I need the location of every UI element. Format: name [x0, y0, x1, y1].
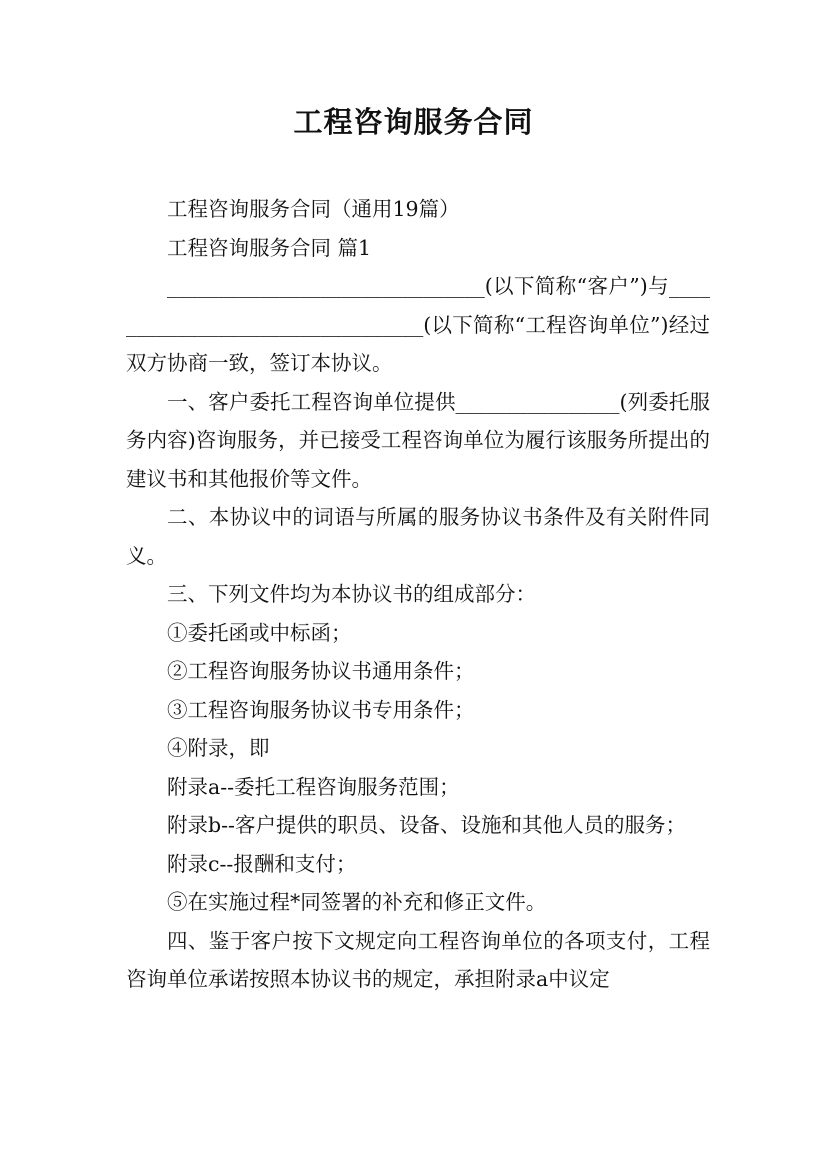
list-item: ①委托函或中标函； — [167, 620, 352, 645]
paragraph-clause-2: 二、本协议中的词语与所属的服务协议书条件及有关附件同义。 — [126, 505, 710, 568]
list-item: ②工程咨询服务协议书通用条件； — [167, 659, 475, 683]
list-item: ④附录，即 — [167, 736, 270, 760]
paragraph-clause-4: 四、鉴于客户按下文规定向工程咨询单位的各项支付，工程咨询单位承诺按照本协议书的规定，承担附录a中议定 — [126, 928, 710, 991]
list-item: ③工程咨询服务协议书专用条件； — [167, 697, 475, 722]
appendix-item: 附录b--客户提供的职员、设备、设施和其他人员的服务； — [167, 813, 686, 837]
paragraph-clause-1: 一、客户委托工程咨询单位提供________________(列委托服务内容)咨询服务，并已接受工程咨询单位为履行该服务所提出的建议书和其他报价等文件。 — [126, 389, 710, 491]
paragraph-section-heading: 工程咨询服务合同 篇1 — [167, 235, 372, 260]
document-body — [126, 190, 710, 999]
list-item: ⑤在实施过程*同签署的补充和修正文件。 — [167, 890, 547, 914]
document-title: 工程咨询服务合同 — [293, 105, 534, 139]
paragraph-clause-3: 三、下列文件均为本协议书的组成部分： — [167, 582, 536, 606]
appendix-item: 附录c--报酬和支付； — [167, 851, 357, 876]
paragraph-parties: _______________________________(以下简称“客户”)与_________________________________(以下简称“工程咨询单位”)经过双方协商一致，签订本协议。 — [126, 274, 710, 375]
paragraph-subtitle: 工程咨询服务合同（通用19篇） — [167, 197, 460, 221]
appendix-item: 附录a--委托工程咨询服务范围； — [167, 774, 460, 799]
